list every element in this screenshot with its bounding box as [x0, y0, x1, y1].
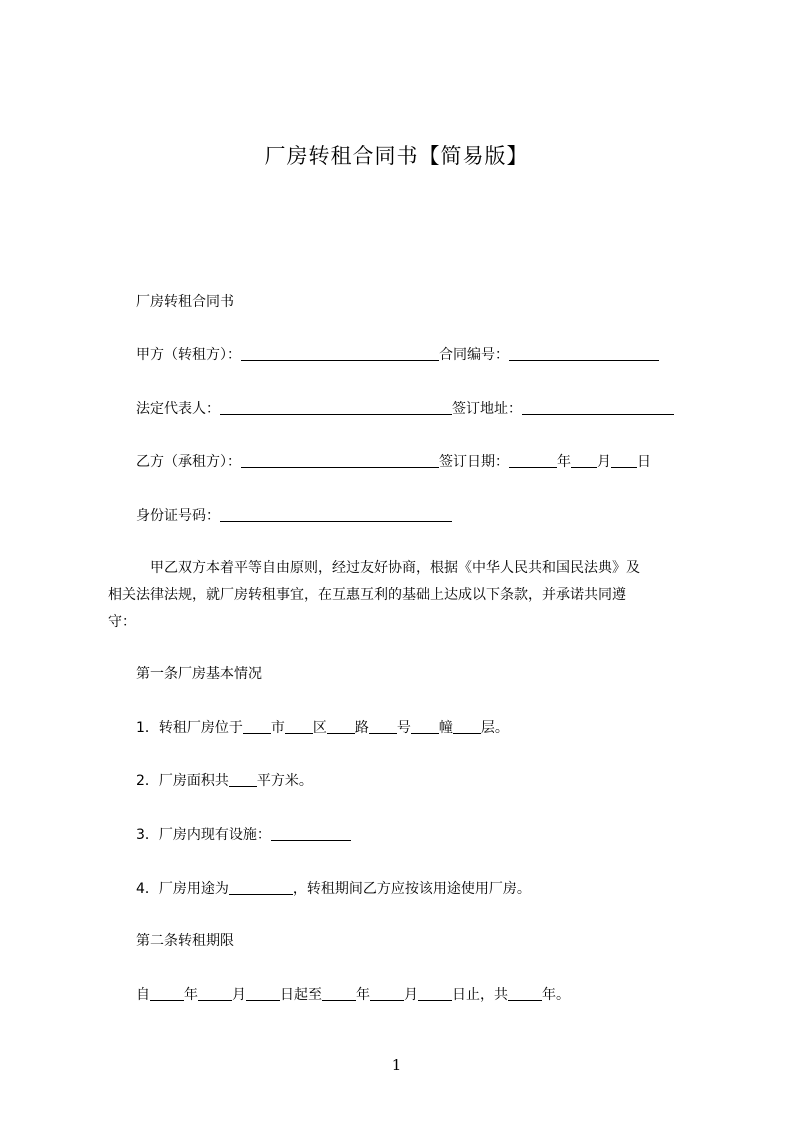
party-a-row: [136, 345, 659, 365]
party-b-blank[interactable]: [241, 453, 439, 468]
district-label: 区: [312, 720, 327, 736]
article-1-title: 第一条厂房基本情况: [136, 666, 262, 682]
start-day-label: 日起至: [280, 987, 322, 1003]
item-3: [136, 825, 351, 845]
building-label: 幢: [438, 720, 453, 736]
total-years-blank[interactable]: [508, 986, 542, 1001]
area-blank[interactable]: [229, 772, 257, 787]
road-blank[interactable]: [327, 719, 355, 734]
city-label: 市: [270, 720, 285, 736]
facilities-blank[interactable]: [271, 826, 351, 841]
legal-rep-label: 法定代表人：: [136, 401, 220, 417]
district-blank[interactable]: [285, 719, 313, 734]
id-label: 身份证号码：: [136, 508, 220, 524]
end-day-blank[interactable]: [418, 986, 452, 1001]
start-month-blank[interactable]: [198, 986, 232, 1001]
sign-year-label: 年: [557, 454, 571, 470]
sign-month-blank[interactable]: [571, 453, 597, 468]
end-year-blank[interactable]: [322, 986, 356, 1001]
party-b-row: [136, 452, 651, 472]
contract-no-label: 合同编号：: [439, 347, 509, 363]
legal-rep-row: [136, 399, 674, 419]
document-title: 厂房转租合同书【简易版】: [264, 144, 529, 168]
number-label: 号: [396, 720, 411, 736]
sign-place-blank[interactable]: [522, 400, 674, 415]
term-row: [136, 985, 570, 1005]
sign-year-blank[interactable]: [509, 453, 557, 468]
end-month-blank[interactable]: [370, 986, 404, 1001]
end-month-label: 月: [404, 987, 418, 1003]
item-1: [136, 718, 509, 738]
sign-day-blank[interactable]: [611, 453, 637, 468]
id-row: [136, 506, 452, 526]
item-4-suffix: ，转租期间乙方应按该用途使用厂房。: [292, 881, 531, 897]
sign-place-label: 签订地址：: [452, 401, 522, 417]
road-label: 路: [354, 720, 369, 736]
page-number: 1: [391, 1056, 402, 1074]
item-1-prefix: 1．转租厂房位于: [136, 720, 243, 736]
item-2-prefix: 2．厂房面积共: [136, 773, 229, 789]
floor-label: 层。: [480, 720, 509, 736]
item-3-prefix: 3．厂房内现有设施：: [136, 827, 271, 843]
preamble-line-1: 甲乙双方本着平等自由原则，经过友好协商，根据《中华人民共和国民法典》及: [150, 560, 640, 576]
item-2: [136, 771, 313, 791]
id-blank[interactable]: [220, 507, 452, 522]
subtitle: 厂房转租合同书: [136, 294, 234, 310]
start-year-label: 年: [184, 987, 198, 1003]
floor-blank[interactable]: [453, 719, 481, 734]
term-from-label: 自: [136, 987, 150, 1003]
party-b-label: 乙方（承租方）：: [136, 454, 241, 470]
building-blank[interactable]: [411, 719, 439, 734]
party-a-label: 甲方（转租方）：: [136, 347, 241, 363]
sign-month-label: 月: [597, 454, 611, 470]
total-years-label: 年。: [542, 987, 570, 1003]
end-year-label: 年: [356, 987, 370, 1003]
item-4: [136, 879, 531, 899]
sign-day-label: 日: [637, 454, 651, 470]
preamble-line-2: 相关法律法规，就厂房转租事宜，在互惠互利的基础上达成以下条款，并承诺共同遵: [108, 587, 626, 603]
number-blank[interactable]: [369, 719, 397, 734]
start-month-label: 月: [232, 987, 246, 1003]
start-year-blank[interactable]: [150, 986, 184, 1001]
legal-rep-blank[interactable]: [220, 400, 452, 415]
usage-blank[interactable]: [229, 880, 293, 895]
start-day-blank[interactable]: [246, 986, 280, 1001]
preamble-line-3: 守：: [108, 614, 136, 630]
party-a-blank[interactable]: [241, 346, 439, 361]
sign-date-label: 签订日期：: [439, 454, 509, 470]
item-2-suffix: 平方米。: [256, 773, 313, 789]
item-4-prefix: 4．厂房用途为: [136, 881, 229, 897]
city-blank[interactable]: [243, 719, 271, 734]
end-day-label: 日止，共: [452, 987, 508, 1003]
contract-no-blank[interactable]: [509, 346, 659, 361]
article-2-title: 第二条转租期限: [136, 933, 234, 949]
